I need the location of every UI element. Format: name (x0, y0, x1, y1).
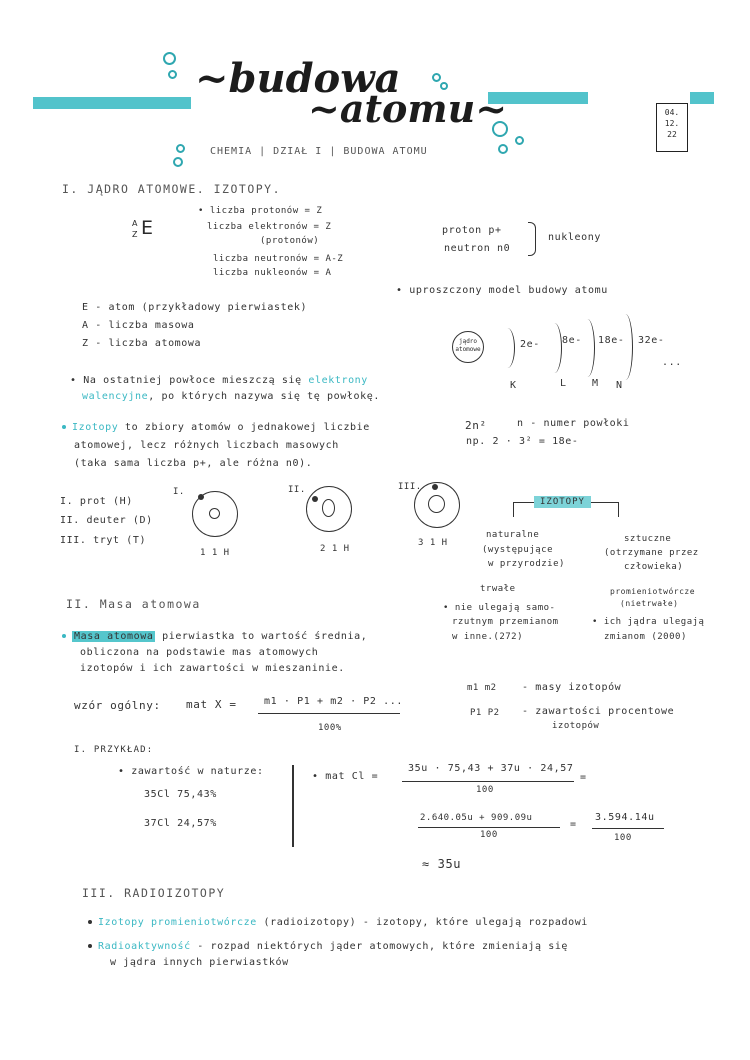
element-symbol-A: A (132, 219, 138, 228)
bubble-icon (173, 157, 183, 167)
sztuczne-desc-1: (otrzymane przez (604, 548, 699, 558)
radio-bullet-2-cont: w jądra innych pierwiastków (110, 957, 289, 968)
natural-abundance-label: • zawartość w naturze: (118, 766, 264, 777)
shell-arc-l (547, 323, 562, 373)
nucleus-label: jądro atomowe (455, 338, 481, 353)
cl37-abundance: 37Cl 24,57% (144, 818, 217, 829)
atom-symbol-tritium: 3 1 H (418, 538, 448, 548)
mass-def-highlight: Masa atomowa (74, 631, 154, 642)
nucleus-icon (209, 508, 220, 519)
page-title-line2: ~atomu~ (308, 86, 508, 131)
naturalne-desc-1: (występujące (482, 545, 554, 555)
nucleus-icon (322, 499, 335, 517)
izotopy-def-line-3: (taka sama liczba p+, ale różna n0). (74, 458, 313, 469)
def-nucleons: liczba nukleonów = A (213, 268, 332, 278)
mass-def-line-1: Masa atomowa pierwiastka to wartość średnia, (62, 631, 367, 642)
model-title: • uproszczony model budowy atomu (396, 285, 608, 296)
date-box (656, 103, 688, 152)
bubble-icon (515, 136, 524, 145)
naturalne-label: naturalne (486, 530, 540, 540)
shell-arc-n (618, 314, 633, 380)
radio-highlight-1: Izotopy promieniotwórcze (98, 917, 257, 928)
proton-label: proton p+ (442, 225, 502, 236)
atom-label-2: II. (288, 485, 306, 495)
nucleons-label: nukleony (548, 232, 601, 243)
general-formula-denominator: 100% (318, 723, 342, 733)
bubble-icon (176, 144, 185, 153)
element-symbol-E: E (141, 217, 154, 239)
calc3-numerator: 3.594.14u (595, 812, 655, 823)
section-2-heading: II. Masa atomowa (66, 597, 201, 611)
shell-n-electrons: 32e- (638, 335, 665, 346)
izotopy-badge: IZOTOPY (534, 496, 591, 508)
section-1-heading: I. JĄDRO ATOMOWE. IZOTOPY. (62, 182, 282, 196)
def-electrons-note: (protonów) (260, 236, 320, 246)
izotopy-highlight: Izotopy (72, 422, 119, 433)
shell-m-electrons: 18e- (598, 335, 625, 346)
atom-symbol-protium: 1 1 H (200, 548, 230, 558)
element-symbol-Z: Z (132, 230, 138, 239)
atom-symbol-deuterium: 2 1 H (320, 544, 350, 554)
isotope-protium: I. prot (H) (60, 496, 133, 507)
izotopy-def-line-1: Izotopy to zbiory atomów o jednakowej liczbie (62, 422, 370, 433)
isotope-tritium: III. tryt (T) (60, 535, 147, 546)
header-accent-bar-far-right (690, 92, 714, 104)
valence-highlight: elektrony (308, 375, 368, 386)
calc2-numerator: 2.640.05u + 909.09u (420, 813, 533, 823)
shell-arc-k (500, 328, 515, 368)
date-month: 12. (664, 119, 680, 128)
radio-bullet-2: Radioaktywność - rozpad niektórych jąder atomowych, które zmieniają się (88, 941, 568, 952)
neutron-label: neutron n0 (444, 243, 511, 254)
calc-lhs: • mat Cl = (312, 771, 379, 782)
general-formula-label: wzór ogólny: (74, 699, 161, 712)
legend-atomic-number: Z - liczba atomowa (82, 338, 202, 349)
promien-desc-1: • ich jądra ulegają (592, 617, 705, 627)
mass-def-line-2: obliczona na podstawie mas atomowych (80, 647, 319, 658)
fraction-line (418, 827, 560, 828)
def-electrons: liczba elektronów = Z (207, 222, 332, 232)
atom-label-1: I. (173, 487, 185, 497)
shell-letter-l: L (560, 378, 567, 389)
fraction-line (402, 781, 574, 782)
bubble-icon (432, 73, 441, 82)
calc-numerator: 35u · 75,43 + 37u · 24,57 (408, 763, 574, 774)
electron-dot-icon (198, 494, 204, 500)
shell-formula: 2n² (465, 419, 487, 432)
masses-desc: - masy izotopów (522, 682, 622, 693)
shell-l-electrons: 8e- (562, 335, 582, 346)
electron-dot-icon (432, 484, 438, 490)
shell-formula-example: np. 2 · 3² = 18e- (466, 436, 579, 447)
legend-atom: E - atom (przykładowy pierwiastek) (82, 302, 308, 313)
bubble-icon (498, 144, 508, 154)
fraction-line (258, 713, 400, 714)
valence-line-2: walencyjne, po których nazywa się tę powłokę. (82, 391, 380, 402)
masses-symbol: m1 m2 (467, 683, 497, 693)
calc-result: ≈ 35u (422, 857, 462, 871)
date-year: 22 (667, 130, 677, 139)
valence-line-1: • Na ostatniej powłoce mieszczą się elektrony (70, 375, 368, 386)
shell-arc-m (580, 319, 595, 377)
def-protons: • liczba protonów = Z (198, 206, 323, 216)
radio-bullet-1: Izotopy promieniotwórcze (radioizotopy) - izotopy, które ulegają rozpadowi (88, 917, 588, 928)
trwale-desc-3: w inne.(272) (452, 632, 524, 642)
izotopy-def-line-2: atomowej, lecz różnych liczbach masowych (74, 440, 339, 451)
shell-letter-n: N (616, 380, 623, 391)
valence-highlight: walencyjne (82, 391, 149, 402)
page-subtitle: CHEMIA | DZIAŁ I | BUDOWA ATOMU (210, 146, 428, 157)
example-heading: I. PRZYKŁAD: (74, 745, 154, 755)
promien-label: promieniotwórcze (610, 587, 696, 596)
isotope-deuterium: II. deuter (D) (60, 515, 153, 526)
legend-mass-number: A - liczba masowa (82, 320, 195, 331)
calc-denominator: 100 (476, 785, 494, 795)
shell-letter-k: K (510, 380, 517, 391)
calc3-denominator: 100 (614, 833, 632, 843)
example-divider (292, 765, 294, 847)
percent-desc-cont: izotopów (552, 721, 600, 731)
percent-symbol: P1 P2 (470, 708, 500, 718)
naturalne-desc-2: w przyrodzie) (488, 559, 565, 569)
shell-letter-m: M (592, 378, 599, 389)
trwale-label: trwałe (480, 584, 516, 594)
calc2-denominator: 100 (480, 830, 498, 840)
calc-equals-2: = (570, 819, 577, 830)
bracket-icon (528, 222, 536, 256)
header-accent-bar-left (33, 97, 191, 109)
cl35-abundance: 35Cl 75,43% (144, 789, 217, 800)
shell-formula-desc: n - numer powłoki (517, 418, 630, 429)
atom-label-3: III. (398, 482, 422, 492)
bubble-icon (163, 52, 176, 65)
def-neutrons: liczba neutronów = A-Z (213, 254, 344, 264)
date-day: 04. (664, 108, 680, 117)
trwale-desc-1: • nie ulegają samo- (443, 603, 556, 613)
promien-desc-2: zmianom (2000) (604, 632, 687, 642)
trwale-desc-2: rzutnym przemianom (452, 617, 559, 627)
shell-k-electrons: 2e- (520, 339, 540, 350)
nucleus-diagram (452, 331, 484, 363)
electron-dot-icon (312, 496, 318, 502)
calc-equals-1: = (580, 772, 587, 783)
radio-highlight-2: Radioaktywność (98, 941, 191, 952)
sztuczne-label: sztuczne (624, 534, 672, 544)
bubble-icon (168, 70, 177, 79)
fraction-line (592, 828, 664, 829)
percent-desc: - zawartości procentowe (522, 706, 675, 717)
shell-ellipsis: ... (662, 357, 682, 368)
page-title-line1: ~budowa (195, 55, 401, 102)
general-formula-numerator: m1 · P1 + m2 · P2 ... (264, 696, 404, 707)
sztuczne-desc-2: człowieka) (624, 562, 684, 572)
mass-def-line-3: izotopów i ich zawartości w mieszaninie. (80, 663, 345, 674)
promien-note: (nietrwałe) (620, 599, 679, 608)
section-3-heading: III. RADIOIZOTOPY (82, 886, 226, 900)
nucleus-icon (428, 495, 445, 513)
general-formula-lhs: mat X = (186, 698, 237, 711)
